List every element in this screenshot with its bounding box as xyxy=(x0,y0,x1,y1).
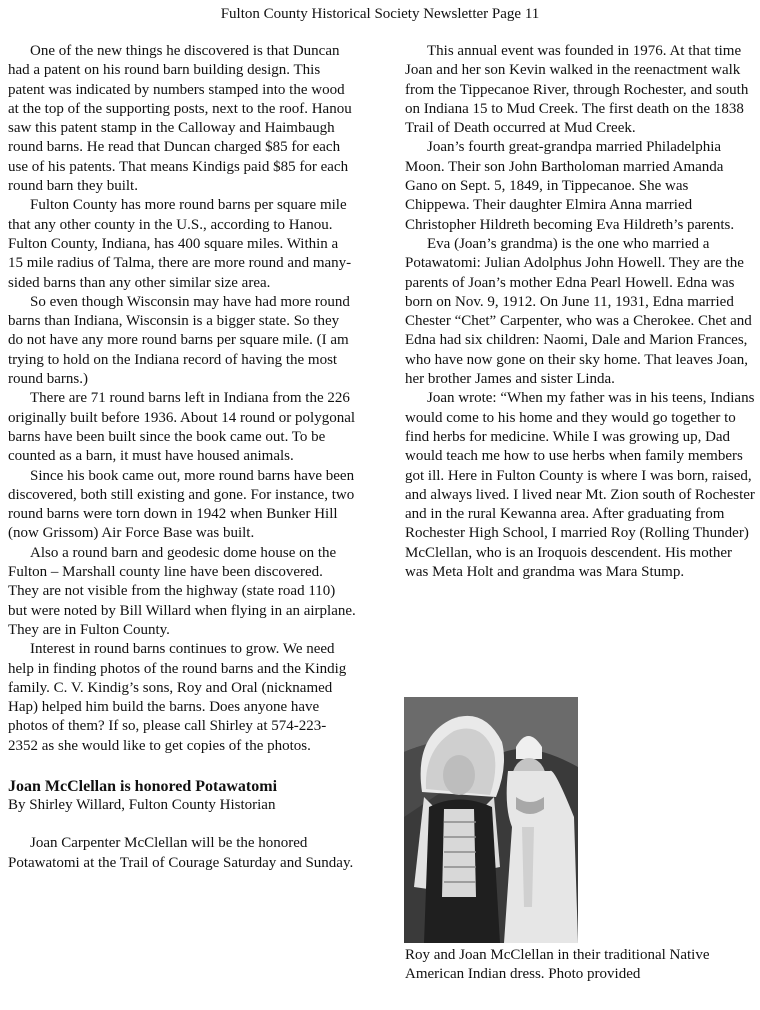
couple-photo xyxy=(404,697,578,943)
left-column xyxy=(8,42,356,873)
paragraph: Also a round barn and geodesic dome house on the Fulton – Marshall county line have been discovered. They are not visible from the highway (state road 110) but were noted by Bill Willard when flying in an airplane. They are in Fulton County. xyxy=(8,544,356,638)
paragraph: Eva (Joan’s grandma) is the one who married a Potawatomi: Julian Adolphus John Howell. They are the parents of Joan’s mother Edna Pearl Howell. Edna was born on Nov. 9, 1912. On June 11, 1931, Edna married Chester “Chet” Carpenter, who was a Cherokee. Chet and Edna had six children: Naomi, Dale and Marion Frances, who have now gone on their sky home. That leaves Joan, her brother James and sister Linda. xyxy=(405,235,752,388)
paragraph: Joan wrote: “When my father was in his teens, Indians would come to his home and they would go together to find herbs for medicine. While I was growing up, Dad would teach me how to use herbs when family members got ill. Here in Fulton County is where I was born, raised, and always lived. I lived near Mt. Zion south of Rochester and in the rural Kewanna area. After graduating from Rochester High School, I married Roy (Rolling Thunder) McClellan, who is an Iroquois descendent. His mother was Meta Holt and grandma was Mara Stump. xyxy=(405,390,755,581)
right-column xyxy=(405,42,755,582)
paragraph: Interest in round barns continues to grow. We need help in finding photos of the round barns and the Kindig family. C. V. Kindig’s sons, Roy and Oral (nicknamed Hap) helped him build the barns. Does anyone have photos of them? If so, please call Shirley at 574-223-2352 as she would like to get copies of the photos. xyxy=(8,641,347,754)
article-intro: Joan Carpenter McClellan will be the honored Potawatomi at the Trail of Courage Saturday and Sunday. xyxy=(8,835,354,871)
page-header: Fulton County Historical Society Newsletter Page 11 xyxy=(220,6,540,22)
article-title: Joan McClellan is honored Potawatomi xyxy=(8,777,278,795)
paragraph: So even though Wisconsin may have had more round barns than Indiana, Wisconsin is a bigger state. So they do not have any more round barns per square mile. (I am trying to hold on the Indiana record of having the most round barns.) xyxy=(8,293,350,388)
man-face xyxy=(443,755,475,795)
paragraph: Joan’s fourth great-grandpa married Philadelphia Moon. Their son John Bartholoman married Amanda Gano on Sept. 5, 1849, in Tippecanoe. She was Chippewa. Their daughter Elmira Anna married Christopher Hildreth becoming Eva Hildreth’s parents. xyxy=(405,139,735,233)
paragraph: There are 71 round barns left in Indiana from the 226 originally built before 1936. About 14 round or polygonal barns have been built since the book came out. To be counted as a barn, it must have housed animals. xyxy=(8,390,356,465)
article-byline: By Shirley Willard, Fulton County Historian xyxy=(8,796,276,813)
paragraph: Fulton County has more round barns per square mile that any other county in the U.S., according to Hanou. Fulton County, Indiana, has 400 square miles. Within a 15 mile radius of Talma, there are more round and many-sided barns than any other similar size area. xyxy=(8,197,352,291)
photo-illustration xyxy=(404,697,578,943)
paragraph: One of the new things he discovered is that Duncan had a patent on his round barn building design. This patent was indicated by numbers stamped into the wood at the top of the supporting posts, next to the roof. Hanou saw this patent stamp in the Calloway and Haimbaugh round barns. He read that Duncan charged $85 for each use of his patents. That means Kindigs paid $85 for each round barn they built. xyxy=(8,43,352,195)
paragraph: This annual event was founded in 1976. At that time Joan and her son Kevin walked in the reenactment walk from the Tippecanoe River, through Rochester, and south on Indiana 15 to Mud Creek. The first death on the 1838 Trail of Death occurred at Mud Creek. xyxy=(405,43,749,137)
photo-caption: Roy and Joan McClellan in their traditional Native American Indian dress. Photo provided xyxy=(405,947,710,983)
paragraph: Since his book came out, more round barns have been discovered, both still existing and gone. For instance, two round barns were torn down in 1942 when Bunker Hill (now Grissom) Air Force Base was built. xyxy=(8,467,355,542)
